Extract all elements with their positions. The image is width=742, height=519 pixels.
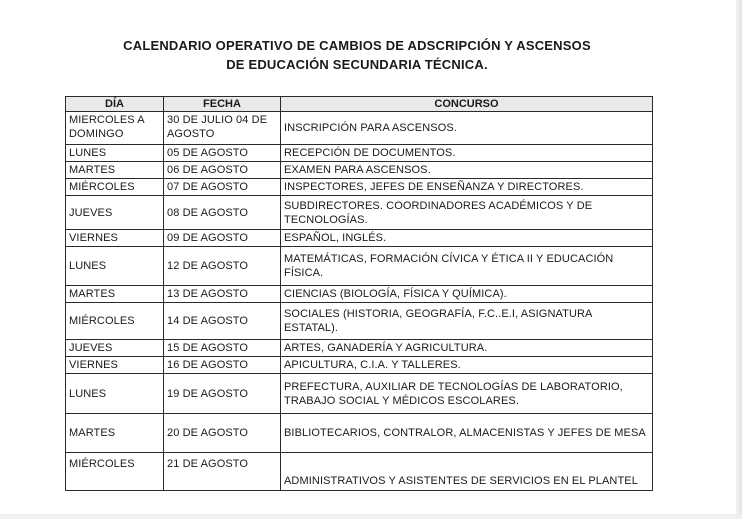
cell-concurso: RECEPCIÓN DE DOCUMENTOS. [281, 145, 653, 162]
cell-dia: LUNES [66, 247, 164, 286]
cell-fecha: 16 DE AGOSTO [164, 357, 281, 374]
table-row [66, 357, 653, 374]
cell-concurso: BIBLIOTECARIOS, CONTRALOR, ALMACENISTAS Y JEFES DE MESA [281, 414, 653, 453]
cell-dia: MIÉRCOLES [66, 453, 164, 491]
cell-fecha: 12 DE AGOSTO [164, 247, 281, 286]
cell-fecha: 05 DE AGOSTO [164, 145, 281, 162]
cell-fecha: 08 DE AGOSTO [164, 196, 281, 230]
cell-concurso: INSPECTORES, JEFES DE ENSEÑANZA Y DIRECTORES. [281, 179, 653, 196]
table-row [66, 340, 653, 357]
cell-fecha: 14 DE AGOSTO [164, 303, 281, 340]
table-row [66, 374, 653, 414]
table-row [66, 414, 653, 453]
cell-fecha: 06 DE AGOSTO [164, 162, 281, 179]
cell-concurso: MATEMÁTICAS, FORMACIÓN CÍVICA Y ÉTICA II Y EDUCACIÓN FÍSICA. [281, 247, 653, 286]
cell-concurso: SOCIALES (HISTORIA, GEOGRAFÍA, F.C..E.I, ASIGNATURA ESTATAL). [281, 303, 653, 340]
document-title: CALENDARIO OPERATIVO DE CAMBIOS DE ADSCRIPCIÓN Y ASCENSOS [123, 38, 591, 53]
cell-concurso: ESPAÑOL, INGLÉS. [281, 230, 653, 247]
cell-fecha: 19 DE AGOSTO [164, 374, 281, 414]
cell-dia: MARTES [66, 162, 164, 179]
cell-dia: MIÉRCOLES [66, 179, 164, 196]
cell-dia: MARTES [66, 414, 164, 453]
cell-concurso: PREFECTURA, AUXILIAR DE TECNOLOGÍAS DE LABORATORIO, TRABAJO SOCIAL Y MÉDICOS ESCOLARES. [281, 374, 653, 414]
cell-fecha: 21 DE AGOSTO [164, 453, 281, 491]
table-row [66, 303, 653, 340]
table-header-row [66, 97, 653, 112]
cell-concurso: INSCRIPCIÓN PARA ASCENSOS. [281, 112, 653, 145]
cell-dia: LUNES [66, 145, 164, 162]
table-row [66, 112, 653, 145]
cell-fecha: 15 DE AGOSTO [164, 340, 281, 357]
cell-concurso: SUBDIRECTORES. COORDINADORES ACADÉMICOS Y DE TECNOLOGÍAS. [281, 196, 653, 230]
scan-edge-right [736, 0, 742, 519]
header-concurso: CONCURSO [281, 97, 653, 112]
table-row [66, 196, 653, 230]
header-fecha: FECHA [164, 97, 281, 112]
cell-fecha: 07 DE AGOSTO [164, 179, 281, 196]
table-row [66, 179, 653, 196]
header-dia: DÍA [66, 97, 164, 112]
schedule-table [65, 96, 653, 491]
cell-dia: VIERNES [66, 357, 164, 374]
cell-dia: MARTES [66, 286, 164, 303]
cell-fecha: 09 DE AGOSTO [164, 230, 281, 247]
table-row [66, 247, 653, 286]
document-subtitle: DE EDUCACIÓN SECUNDARIA TÉCNICA. [226, 57, 488, 72]
cell-dia: JUEVES [66, 196, 164, 230]
cell-fecha: 30 DE JULIO 04 DE AGOSTO [164, 112, 281, 145]
cell-dia: LUNES [66, 374, 164, 414]
cell-fecha: 13 DE AGOSTO [164, 286, 281, 303]
table-row [66, 145, 653, 162]
cell-dia: VIERNES [66, 230, 164, 247]
table-row [66, 230, 653, 247]
cell-dia: MIÉRCOLES [66, 303, 164, 340]
cell-concurso: APICULTURA, C.I.A. Y TALLERES. [281, 357, 653, 374]
scan-edge-bottom [0, 514, 742, 519]
cell-concurso: CIENCIAS (BIOLOGÍA, FÍSICA Y QUÍMICA). [281, 286, 653, 303]
cell-dia: MIERCOLES A DOMINGO [66, 112, 164, 145]
cell-concurso: ADMINISTRATIVOS Y ASISTENTES DE SERVICIOS EN EL PLANTEL [281, 453, 653, 491]
cell-dia: JUEVES [66, 340, 164, 357]
table-row [66, 453, 653, 491]
cell-concurso: ARTES, GANADERÍA Y AGRICULTURA. [281, 340, 653, 357]
table-row [66, 286, 653, 303]
cell-fecha: 20 DE AGOSTO [164, 414, 281, 453]
cell-concurso: EXAMEN PARA ASCENSOS. [281, 162, 653, 179]
table-row [66, 162, 653, 179]
